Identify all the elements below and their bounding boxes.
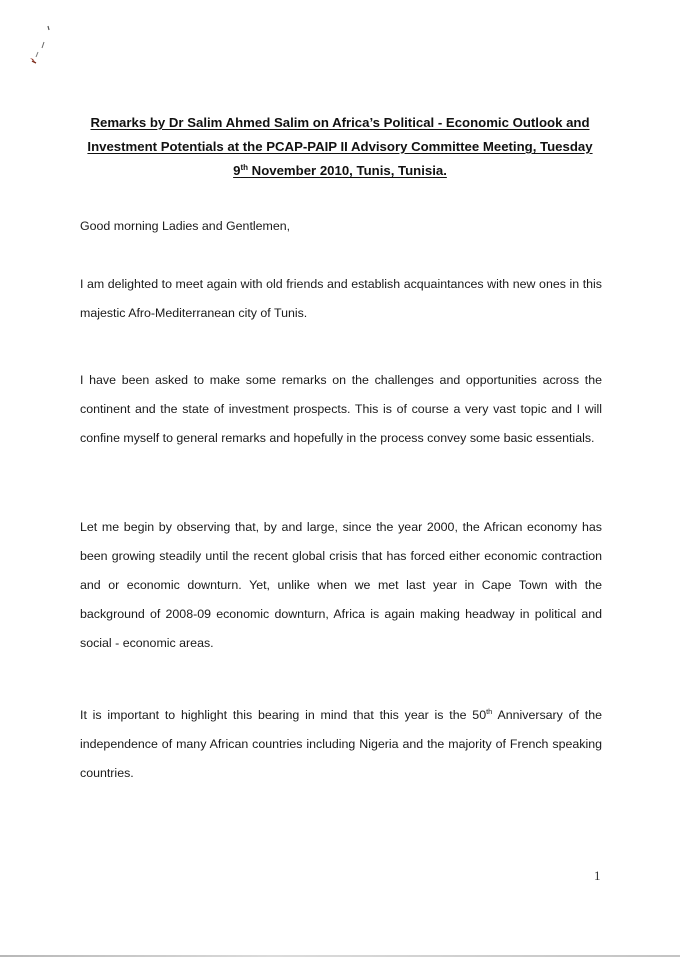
title-day-suffix: th: [240, 163, 249, 172]
title-line-3: [60, 159, 620, 183]
paragraph-4: [80, 701, 602, 788]
paragraph-4-before: It is important to highlight this bearing in mind that this year is the 50: [80, 708, 487, 722]
paragraph-4-sup: th: [486, 707, 493, 716]
page-number: 1: [594, 868, 601, 883]
paragraph-1: I am delighted to meet again with old friends and establish acquaintances with new ones in this majestic Afro-Mediterranean city of Tunis.: [80, 277, 602, 320]
paragraph-2: I have been asked to make some remarks on the challenges and opportunities across the continent and the state of investment prospects. This is of course a very vast topic and I will confine myself to general remarks and hopefully in the process convey some basic essentials.: [80, 373, 602, 445]
document-title: [60, 111, 620, 183]
title-line-1: Remarks by Dr Salim Ahmed Salim on Africa’s Political - Economic Outlook and: [90, 115, 590, 130]
title-line-2: Investment Potentials at the PCAP-PAIP II Advisory Committee Meeting, Tuesday: [87, 139, 593, 154]
greeting-paragraph: Good morning Ladies and Gentlemen,: [80, 219, 291, 233]
title-day: 9: [233, 163, 241, 178]
paragraph-4-after: Anniversary of the independence of many African countries including Nigeria and the majority of French speaking countries.: [80, 708, 603, 780]
title-date-rest: November 2010, Tunis, Tunisia.: [248, 163, 447, 178]
paragraph-3: Let me begin by observing that, by and large, since the year 2000, the African economy has been growing steadily until the recent global crisis that has forced either economic contraction and or economic downturn. Yet, unlike when we met last year in Cape Town with the background of 2008-09 economic downturn, Africa is again making headway in political and social - economic areas.: [80, 520, 602, 650]
scan-bottom-edge: [0, 955, 680, 957]
handwritten-mark-icon: [26, 22, 56, 68]
